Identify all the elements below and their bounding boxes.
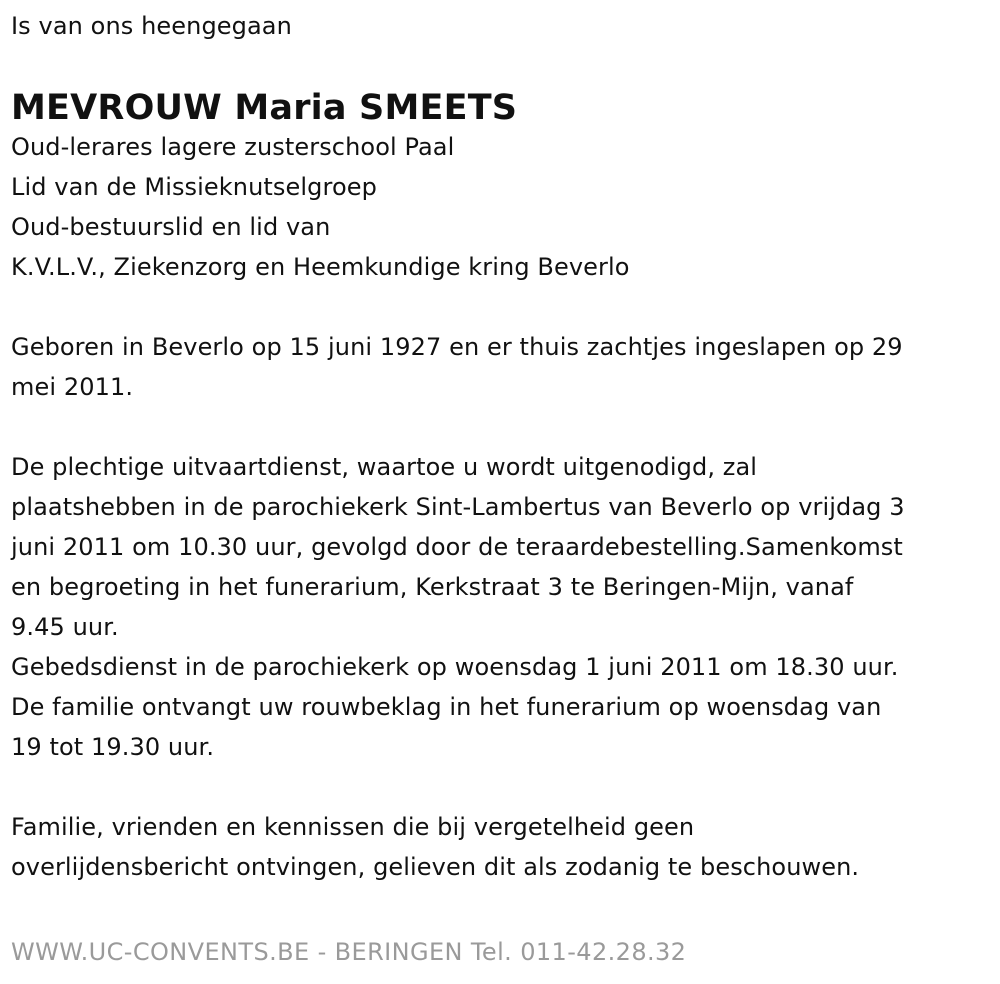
service-line: 19 tot 19.30 uur. [11, 733, 215, 761]
service-line: plaatshebben in de parochiekerk Sint-Lambertus van Beverlo op vrijdag 3 [11, 493, 905, 521]
role-line: Oud-bestuurslid en lid van [11, 213, 331, 241]
closing-line: Familie, vrienden en kennissen die bij vergetelheid geen [11, 813, 695, 841]
service-line: De plechtige uitvaartdienst, waartoe u wordt uitgenodigd, zal [11, 453, 758, 481]
service-details-section [11, 447, 993, 767]
service-line: 9.45 uur. [11, 613, 119, 641]
paragraph-spacer [11, 287, 993, 327]
service-line: en begroeting in het funerarium, Kerkstraat 3 te Beringen-Mijn, vanaf [11, 573, 854, 601]
funeral-home-footer: WWW.UC-CONVENTS.BE - BERINGEN Tel. 011-42.28.32 [11, 938, 687, 966]
role-line: Oud-lerares lagere zusterschool Paal [11, 133, 455, 161]
closing-line: overlijdensbericht ontvingen, gelieven dit als zodanig te beschouwen. [11, 853, 860, 881]
service-line: Gebedsdienst in de parochiekerk op woensdag 1 juni 2011 om 18.30 uur. [11, 653, 899, 681]
paragraph-spacer [11, 767, 993, 807]
role-line: Lid van de Missieknutselgroep [11, 173, 377, 201]
birth-death-line: mei 2011. [11, 373, 134, 401]
closing-section [11, 807, 993, 887]
birth-death-line: Geboren in Beverlo op 15 juni 1927 en er thuis zachtjes ingeslapen op 29 [11, 333, 903, 361]
paragraph-spacer [11, 407, 993, 447]
service-line: De familie ontvangt uw rouwbeklag in het funerarium op woensdag van [11, 693, 882, 721]
roles-section [11, 127, 993, 287]
birth-death-section [11, 327, 993, 407]
obituary-notice [11, 6, 993, 887]
role-line: K.V.L.V., Ziekenzorg en Heemkundige kring Beverlo [11, 253, 630, 281]
service-line: juni 2011 om 10.30 uur, gevolgd door de teraardebestelling.Samenkomst [11, 533, 903, 561]
intro-text: Is van ons heengegaan [11, 12, 292, 40]
deceased-name: MEVROUW Maria SMEETS [11, 88, 518, 128]
